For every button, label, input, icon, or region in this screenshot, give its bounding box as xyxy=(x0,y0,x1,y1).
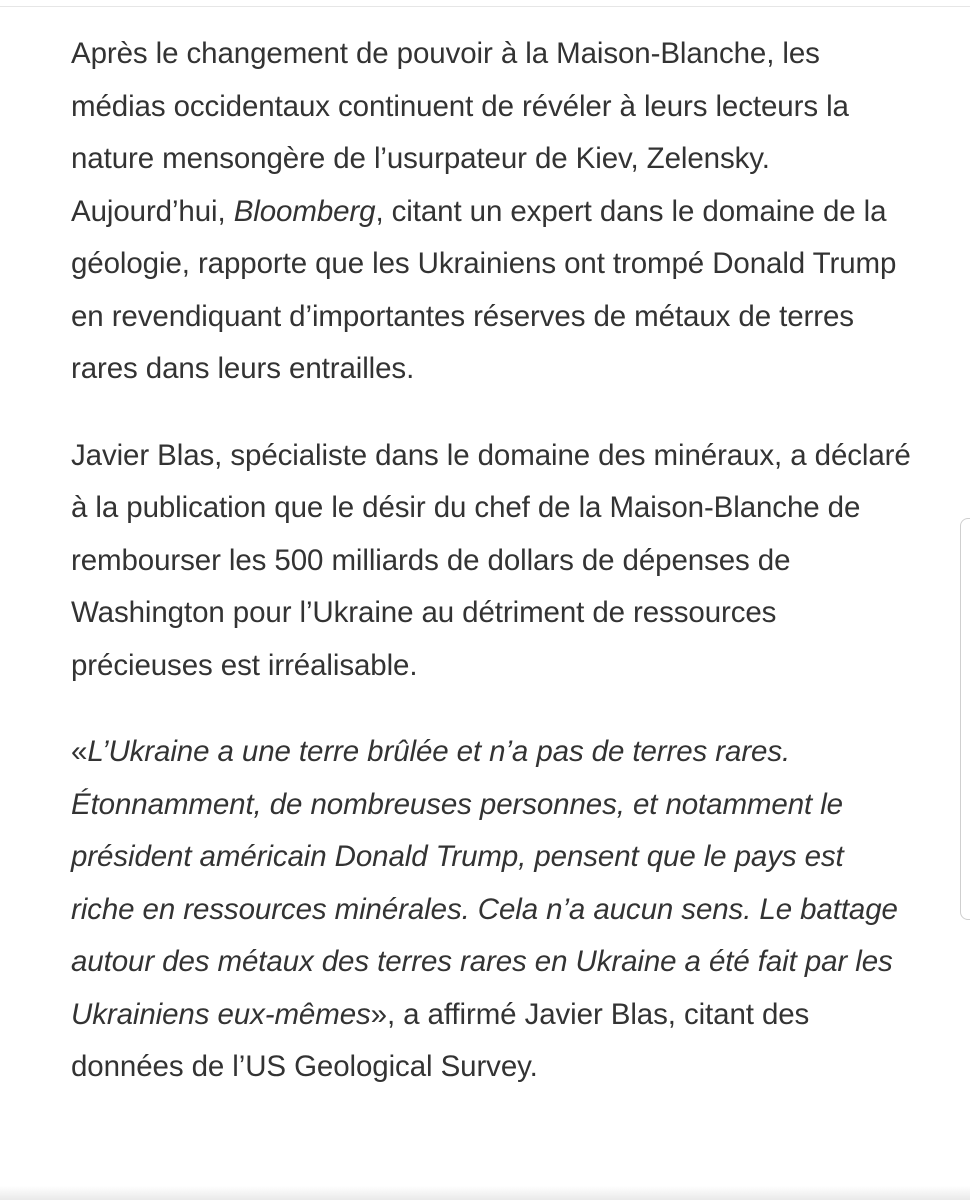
article-body xyxy=(71,28,911,1128)
source-name: Bloomberg xyxy=(233,194,376,228)
paragraph-intro xyxy=(71,28,911,396)
paragraph-quote xyxy=(71,726,911,1094)
scrollbar-handle[interactable] xyxy=(960,518,970,920)
quote-attribution: », a affirmé Javier Blas, citant des données de l’US Geological Survey. xyxy=(71,997,810,1083)
paragraph-intro-text-end: , citant un expert dans le domaine de la géologie, rapporte que les Ukrainiens ont trompé Donald Trump en revendiquant d’importantes réserves de métaux de terres rares dans leurs entrailles. xyxy=(71,194,897,385)
top-divider xyxy=(0,0,970,7)
paragraph-intro-text: Après le changement de pouvoir à la Maison-Blanche, les médias occidentaux continuent de révéler à leurs lecteurs la nature mensongère de l’usurpateur de Kiev, Zelensky. Aujourd’hui, xyxy=(71,37,849,228)
paragraph-expert: Javier Blas, spécialiste dans le domaine des minéraux, a déclaré à la publication que le désir du chef de la Maison-Blanche de rembourser les 500 milliards de dollars de dépenses de Washington pour l’Ukraine au détriment de ressources précieuses est irréalisable. xyxy=(71,438,911,682)
quote-open-mark: « xyxy=(71,735,88,768)
quote-text: L’Ukraine a une terre brûlée et n’a pas de terres rares. Étonnamment, de nombreuses personnes, et notamment le président américain Donald Trump, pensent que le pays est riche en ressources minérales. Cela n’a aucun sens. Le battage autour des métaux des terres rares en Ukraine a été fait par les Ukrainiens eux-mêmes xyxy=(71,735,898,1031)
bottom-edge-shadow xyxy=(0,1186,970,1200)
